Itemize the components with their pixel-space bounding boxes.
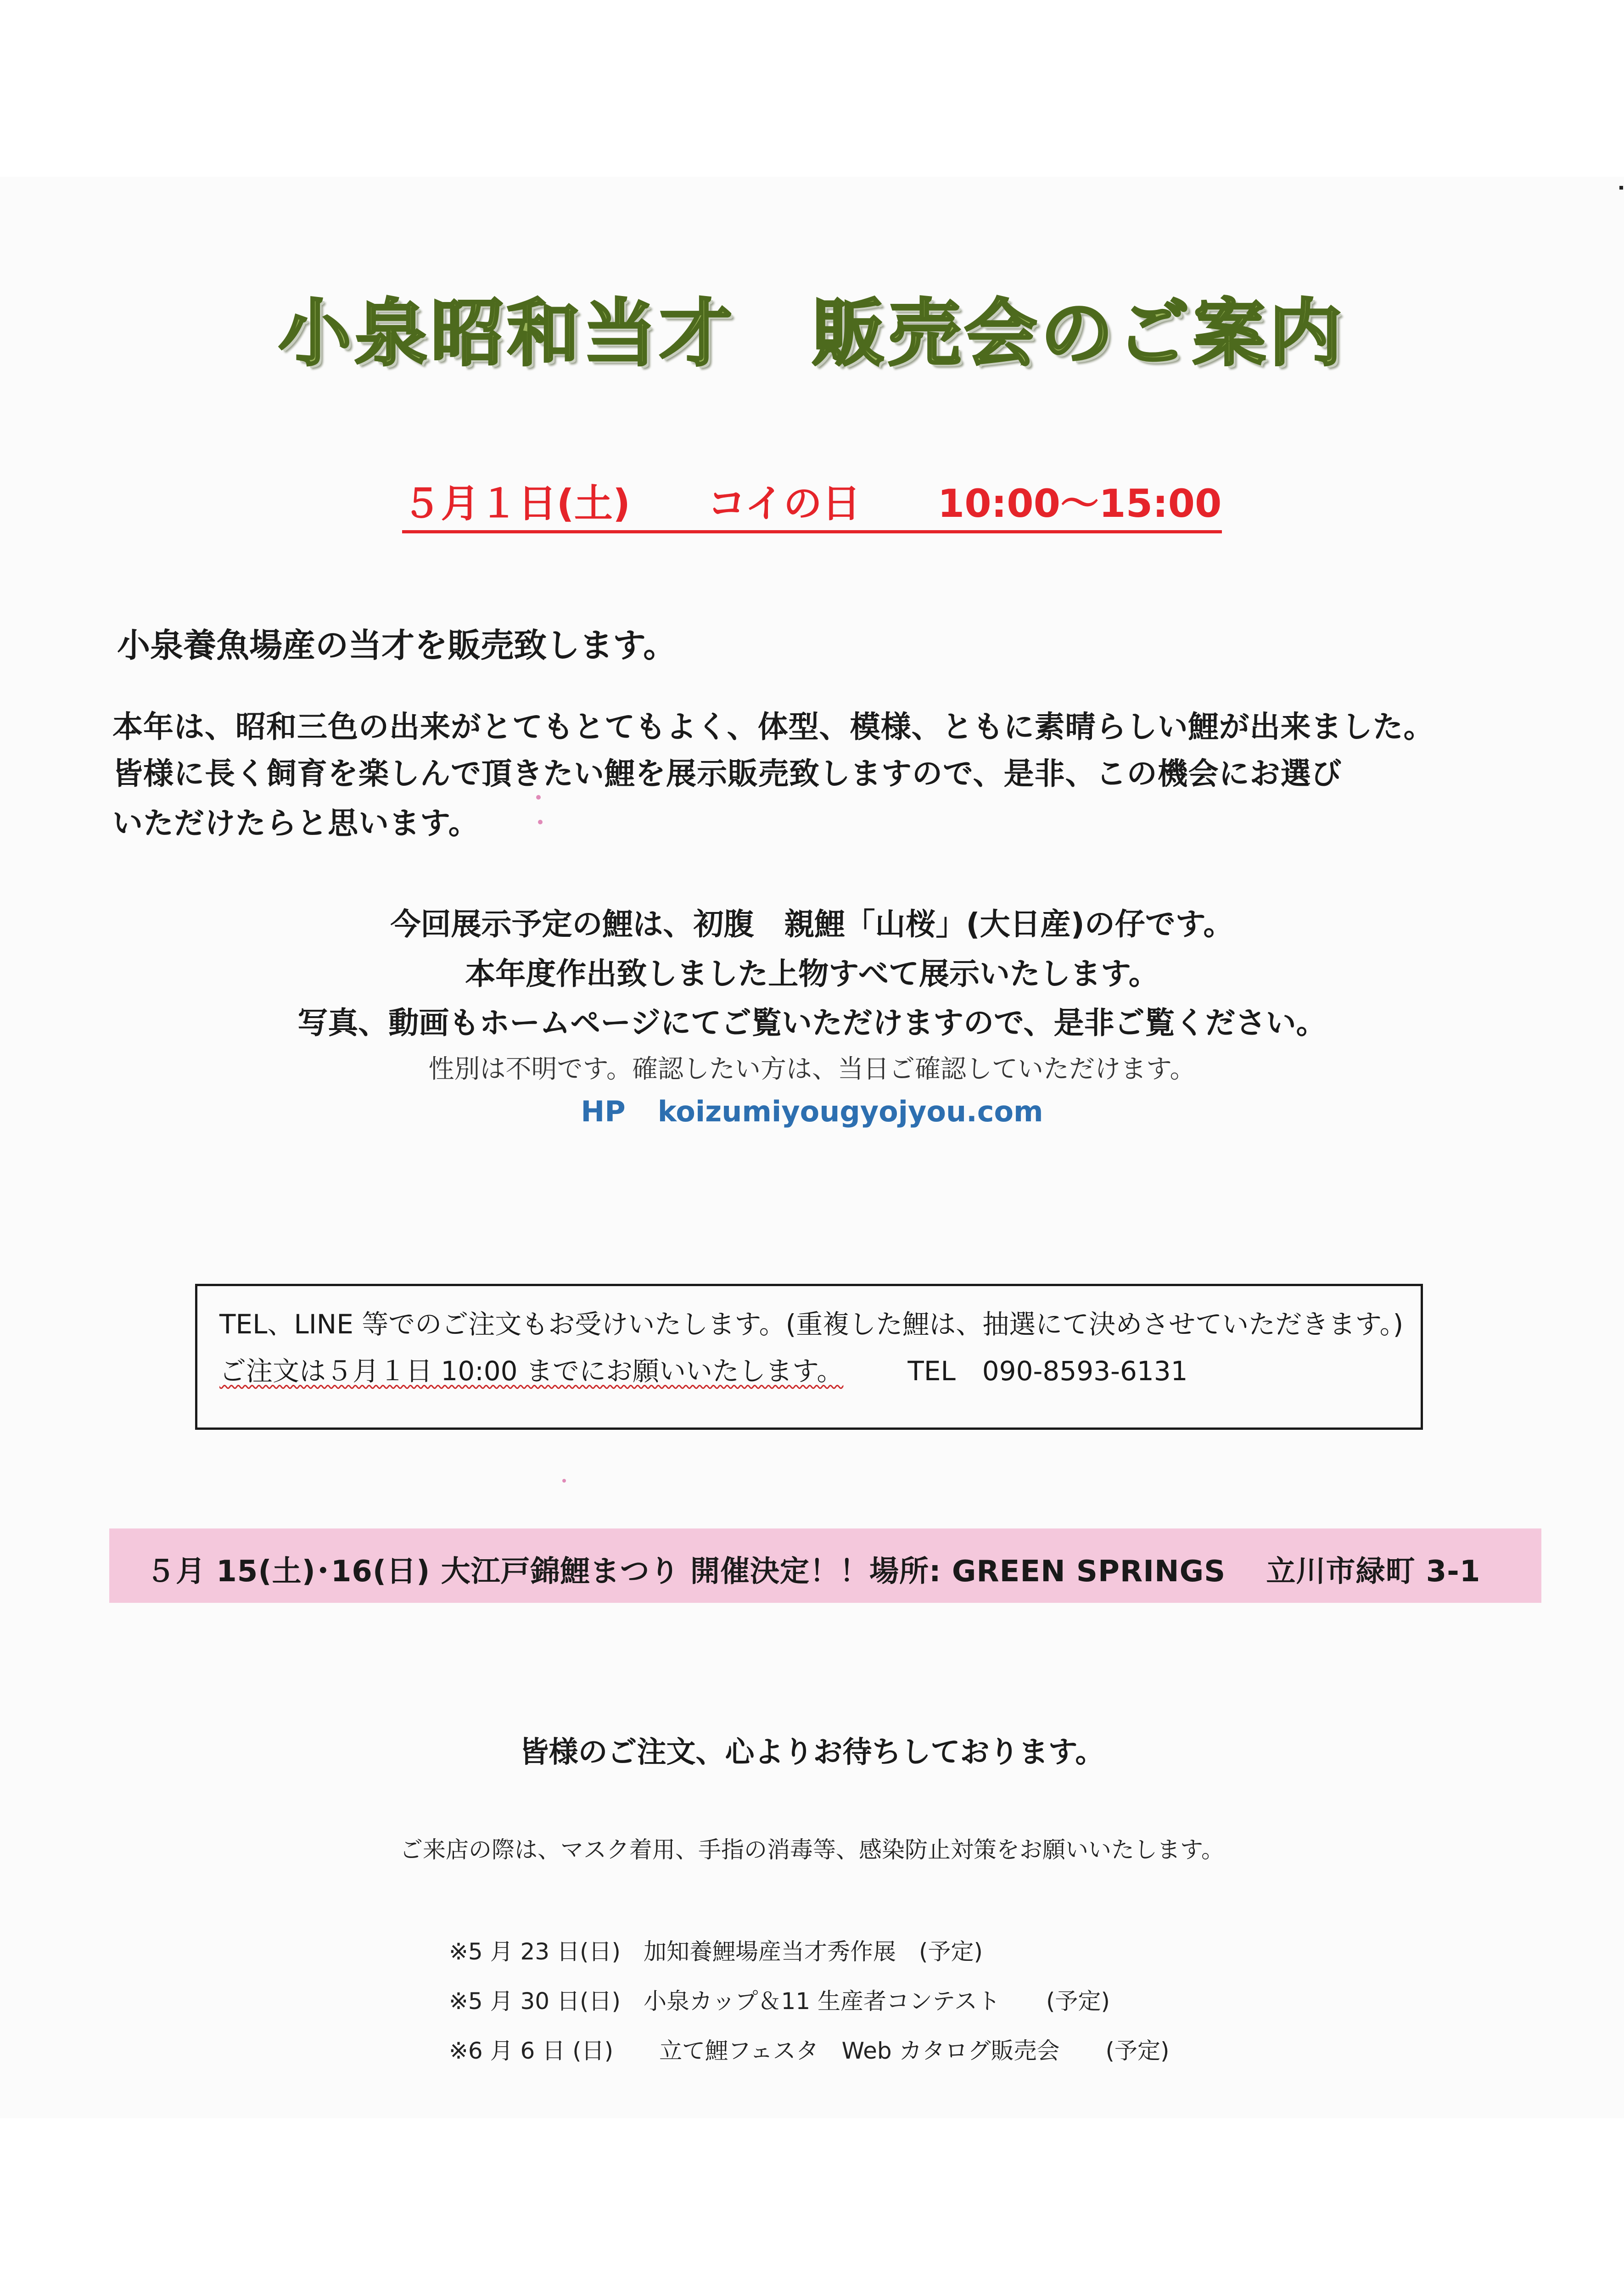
- schedule-item: ※5 月 23 日(日) 加知養鯉場産当才秀作展 (予定): [449, 1938, 983, 1965]
- stray-ink-dot: [562, 1479, 566, 1483]
- festival-banner: [109, 1528, 1541, 1603]
- schedule-item: ※6 月 6 日 (日) 立て鯉フェスタ Web カタログ販売会 (予定): [449, 2038, 1170, 2064]
- safety-notice: ご来店の際は、マスク着用、手指の消毒等、感染防止対策をお願いいたします。: [400, 1836, 1224, 1863]
- intro-heading: 小泉養魚場産の当才を販売致します。: [117, 626, 677, 665]
- exhibit-line-2: 本年度作出致しました上物すべて展示いたします。: [465, 956, 1159, 991]
- schedule-item: ※5 月 30 日(日) 小泉カップ＆11 生産者コンテスト (予定): [449, 1988, 1110, 2015]
- paper-sheet: [0, 177, 1624, 2118]
- homepage-link[interactable]: koizumiyougyojyou.com: [657, 1095, 1043, 1128]
- body-line-1: 本年は、昭和三色の出来がとてもとてもよく、体型、模様、ともに素晴らしい鯉が出来ました。: [112, 709, 1434, 744]
- page-title: 小泉昭和当才 販売会のご案内: [279, 291, 1345, 376]
- exhibit-line-1: 今回展示予定の鯉は、初腹 親鯉「山桜」(大日産)の仔です。: [390, 907, 1234, 942]
- body-line-3: いただけたらと思います。: [112, 806, 479, 841]
- closing-message: 皆様のご注文、心よりお待ちしております。: [519, 1735, 1105, 1769]
- stray-ink-dot: [536, 795, 541, 800]
- order-deadline: ご注文は５月１日 10:00 までにお願いいたします。: [219, 1355, 844, 1387]
- homepage-label: HP: [581, 1095, 626, 1128]
- homepage-line: [0, 1095, 1624, 1128]
- order-info-line-1: TEL、LINE 等でのご注文もお受けいたします。(重複した鯉は、抽選にて決めさせていただきます。): [219, 1309, 1404, 1340]
- event-date-line: [0, 473, 1624, 533]
- event-date-text: ５月１日(土) コイの日 10:00～15:00: [402, 473, 1221, 533]
- stray-ink-dot: [538, 820, 543, 824]
- phone-number: TEL 090-8593-6131: [907, 1355, 1188, 1387]
- order-info-line-2: [219, 1349, 1188, 1388]
- scan-mark: [1619, 186, 1623, 190]
- exhibit-line-3: 写真、動画もホームページにてご覧いただけますので、是非ご覧ください。: [297, 1005, 1327, 1041]
- gender-note: 性別は不明です。確認したい方は、当日ご確認していただけます。: [428, 1054, 1196, 1084]
- order-info-box: [195, 1284, 1423, 1430]
- festival-text: ５月 15(土)･16(日) 大江戸錦鯉まつり 開催決定！！場所: GREEN SPRINGS 立川市緑町 3-1: [146, 1555, 1481, 1589]
- body-line-2: 皆様に長く飼育を楽しんで頂きたい鯉を展示販売致しますので、是非、この機会にお選び: [112, 756, 1342, 791]
